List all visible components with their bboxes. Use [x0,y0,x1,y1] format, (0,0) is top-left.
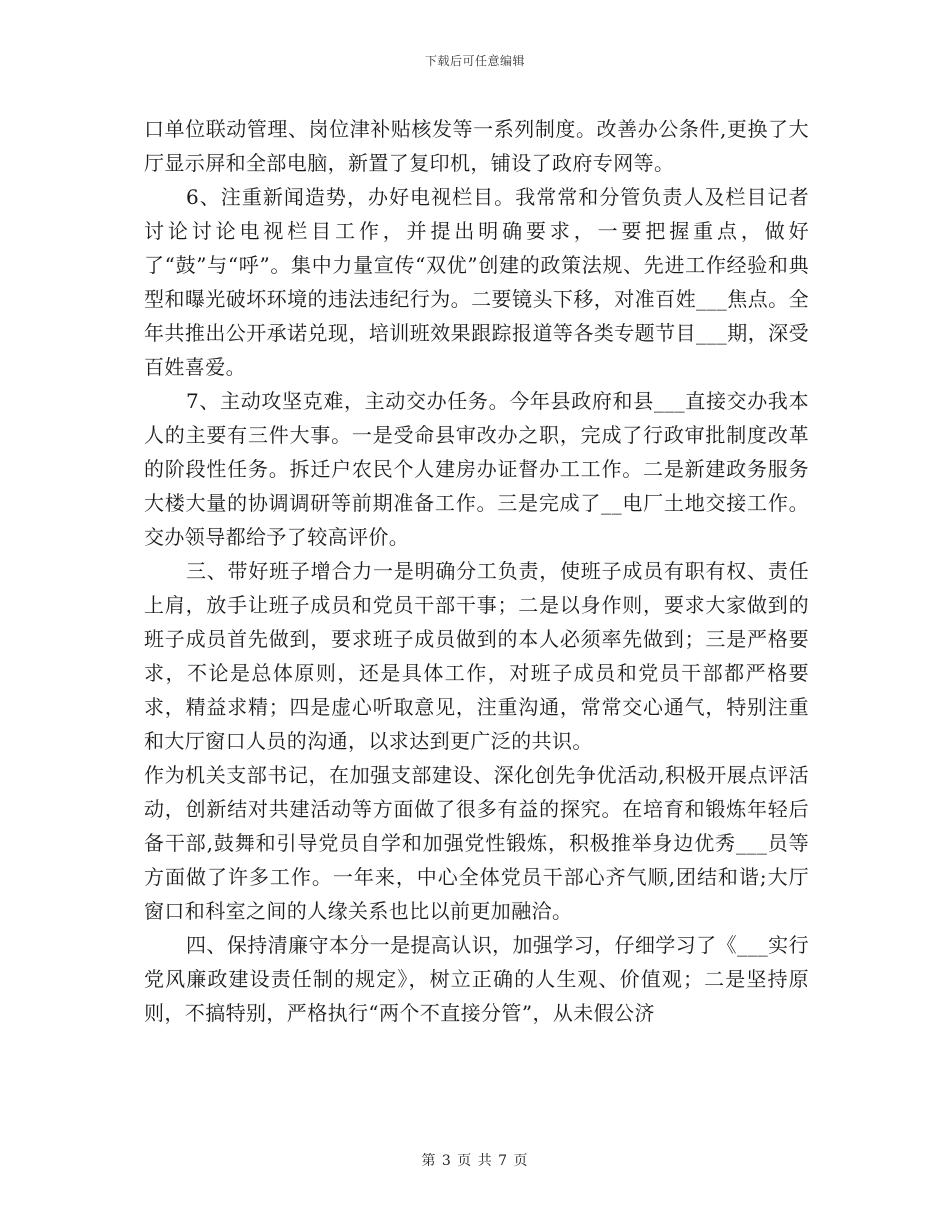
paragraph-2: 6、注重新闻造势，办好电视栏目。我常常和分管负责人及栏目记者讨论讨论电视栏目工作，并提出明确要求，一要把握重点，做好了“鼓”与“呼”。集中力量宣传“双优”创建的政策法规、先进工作经验和典型和曝光破坏环境的违法违纪行为。二要镜头下移，对准百姓___焦点。全年共推出公开承诺兑现，培训班效果跟踪报道等各类专题节目___期，深受百姓喜爱。 [144,185,809,379]
paragraph-4: 三、带好班子增合力一是明确分工负责，使班子成员有职有权、责任上肩，放手让班子成员和党员干部干事；二是以身作则，要求大家做到的班子成员首先做到，要求班子成员做到的本人必须率先做到；三是严格要求，不论是总体原则，还是具体工作，对班子成员和党员干部都严格要求，精益求精；四是虚心听取意见，注重沟通，常常交心通气，特别注重和大厅窗口人员的沟通，以求达到更广泛的共识。 [144,559,809,753]
paragraph-3: 7、主动攻坚克难，主动交办任务。今年县政府和县___直接交办我本人的主要有三件大事。一是受命县审改办之职，完成了行政审批制度改革的阶段性任务。拆迁户农民个人建房办证督办工工作。二是新建政务服务大楼大量的协调调研等前期准备工作。三是完成了__电厂土地交接工作。交办领导都给予了较高评价。 [144,389,809,549]
page-footer: 第 3 页 共 7 页 [421,1153,529,1169]
page-header: 下载后可任意编辑 [424,54,525,68]
paragraph-6: 四、保持清廉守本分一是提高认识，加强学习，仔细学习了《___实行党风廉政建设责任制的规定》，树立正确的人生观、价值观；二是坚持原则，不搞特别，严格执行“两个不直接分管”，从未假公济 [144,933,809,1025]
paragraph-5: 作为机关支部书记，在加强支部建设、深化创先争优活动,积极开展点评活动，创新结对共建活动等方面做了很多有益的探究。在培育和锻炼年轻后备干部,鼓舞和引导党员自学和加强党性锻炼，积极推举身边优秀___员等方面做了许多工作。一年来，中心全体党员干部心齐气顺,团结和谐;大厅窗口和科室之间的人缘关系也比以前更加融洽。 [144,763,809,923]
paragraph-1: 口单位联动管理、岗位津补贴核发等一系列制度。改善办公条件,更换了大厅显示屏和全部电脑，新置了复印机，铺设了政府专网等。 [144,117,809,175]
document-body [144,112,809,1030]
